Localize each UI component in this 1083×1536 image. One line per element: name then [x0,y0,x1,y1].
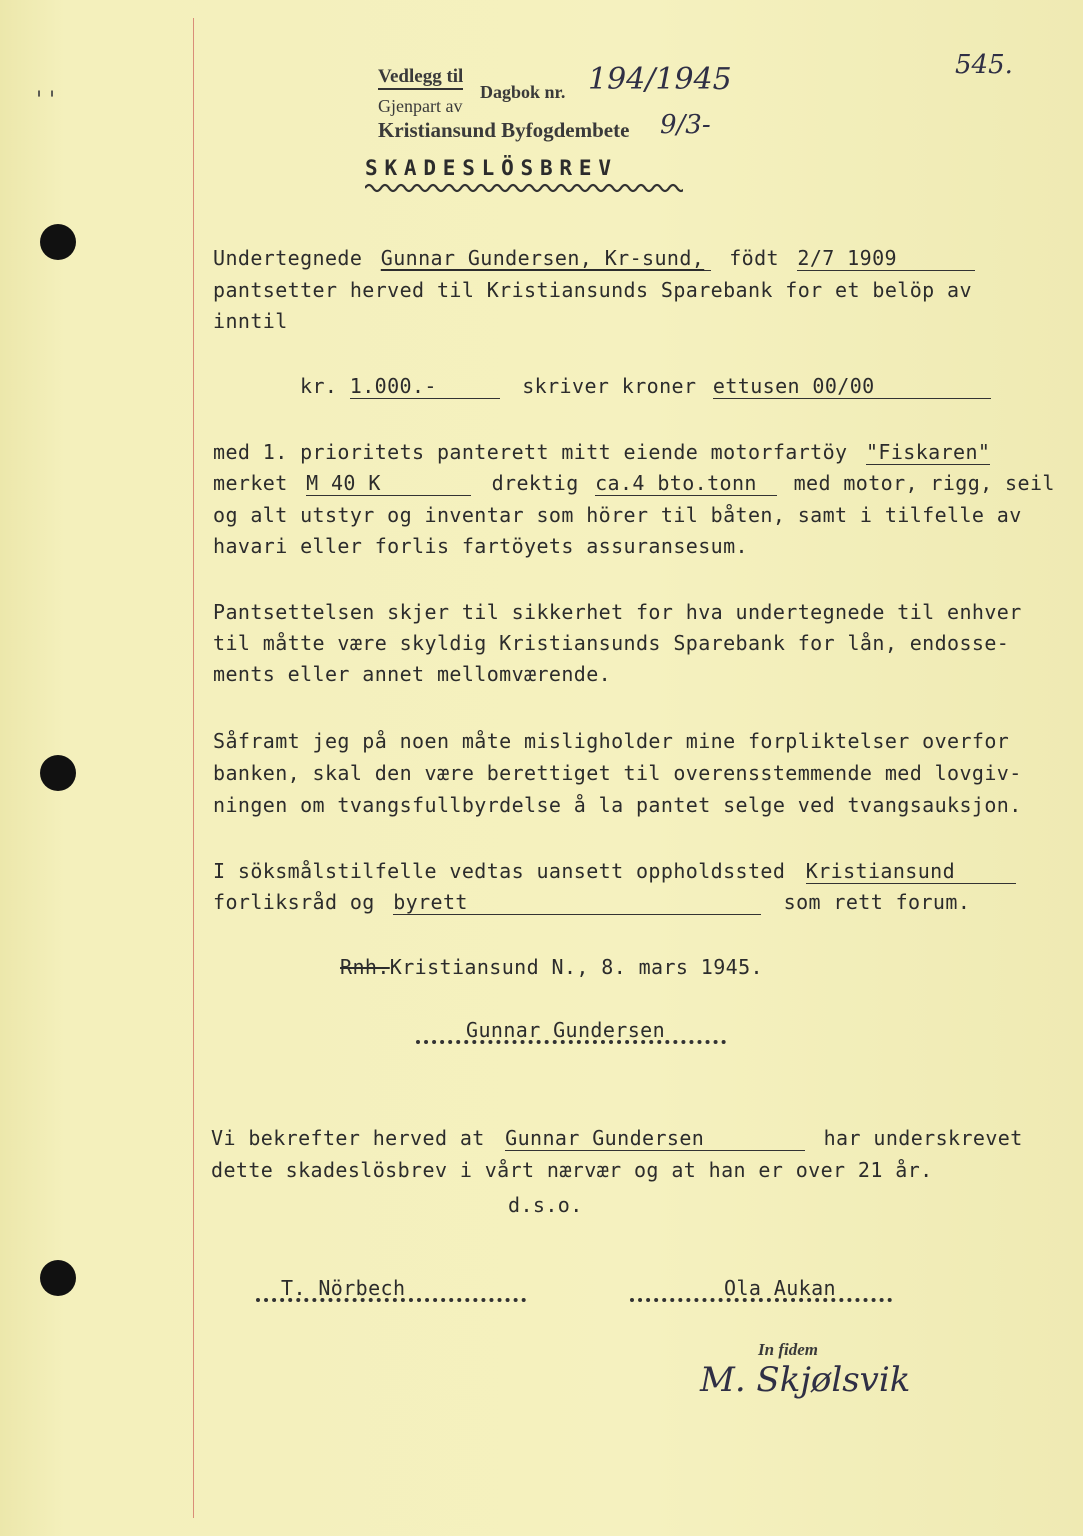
paragraph-3-line-2: til måtte være skyldig Kristiansunds Sparebank for lån, endosse- [213,631,1010,655]
words-label: skriver kroner [522,374,697,398]
dateline [340,955,763,979]
witness-line-1-suffix: har underskrevet [823,1126,1023,1150]
gjenpart-label: Gjenpart av [378,96,463,116]
dateline-strike: Rnh. [340,955,390,979]
merket-label: merket [213,471,288,495]
forum-place: Kristiansund [806,859,1016,884]
amount-line [300,374,991,399]
title-underline [365,182,683,194]
dagbok-value: 194/1945 [588,62,732,97]
official-signature: M. Skjølsvik [700,1360,911,1400]
drektig-label: drektig [491,471,579,495]
paragraph-2-line-1 [213,440,990,465]
paragraph-2-line-2-suffix: med motor, rigg, seil [793,471,1055,495]
kr-label: kr. [300,374,338,398]
born-label: födt [729,246,779,270]
paragraph-4-line-2: banken, skal den være berettiget til overensstemmende med lovgiv- [213,761,1022,785]
drektig-value: ca.4 bto.tonn [595,471,777,496]
witness-line-2: dette skadeslösbrev i vårt nærvær og at han er over 21 år. [211,1158,933,1182]
office-name: Kristiansund Byfogdembete [378,118,630,142]
debtor-name: Gunnar Gundersen, Kr-sund, [381,246,711,271]
witness-1-dotted-line [256,1298,526,1306]
forliksrad-label: forliksråd og [213,890,375,914]
paragraph-4-line-1: Såframt jeg på noen måte misligholder mine forpliktelser overfor [213,729,1010,753]
paragraph-4-line-3: ningen om tvangsfullbyrdelse å la pantet selge ved tvangsauksjon. [213,793,1022,817]
paragraph-2-line-1-text: med 1. prioritets panterett mitt eiende motorfartöy [213,440,848,464]
witness-line-3: d.s.o. [508,1193,583,1217]
margin-marks: ' ' [36,88,56,113]
paragraph-5-line-1 [213,859,1016,884]
dagbok-label: Dagbok nr. [480,82,566,102]
paragraph-3-line-3: ments eller annet mellomværende. [213,662,612,686]
merket-value: M 40 K [306,471,471,496]
punch-hole-icon [40,755,76,791]
vessel-name: "Fiskaren" [865,440,991,464]
witness-1-name: T. Nörbech [281,1276,406,1300]
paragraph-5-line-2 [213,890,970,915]
court-name: byrett [393,890,761,915]
born-date: 2/7 1909 [797,246,975,271]
kr-value: 1.000.- [350,374,500,399]
dateline-text: Kristiansund N., 8. mars 1945. [389,955,763,979]
punch-hole-icon [40,1260,76,1296]
signer-dotted-line [416,1040,726,1048]
paragraph-1-line-3: inntil [213,309,288,333]
paragraph-3-line-1: Pantsettelsen skjer til sikkerhet for hva undertegnede til enhver [213,600,1022,624]
vedlegg-label: Vedlegg til [378,66,463,90]
in-fidem-stamp: In fidem [758,1340,818,1359]
witness-line-1 [211,1126,1023,1151]
page-number: 545. [955,50,1013,80]
paragraph-5-line-1-text: I söksmålstilfelle vedtas uansett oppholdssted [213,859,786,883]
witness-subject-name: Gunnar Gundersen [505,1126,805,1151]
paragraph-1-line-2: pantsetter herved til Kristiansunds Sparebank for et belöp av [213,278,972,302]
punch-hole-icon [40,224,76,260]
margin-line [193,18,194,1518]
undertegnede-label: Undertegnede [213,246,363,270]
paragraph-2-line-2 [213,471,1055,496]
date-handwritten: 9/3- [660,110,711,140]
witness-2-name: Ola Aukan [724,1276,836,1300]
witness-2-dotted-line [630,1298,892,1306]
paragraph-1-line-1 [213,246,975,271]
signer-name: Gunnar Gundersen [466,1018,666,1042]
paragraph-2-line-4: havari eller forlis fartöyets assuransesum. [213,534,748,558]
witness-line-1-prefix: Vi bekrefter herved at [211,1126,485,1150]
words-value: ettusen 00/00 [713,374,991,399]
paragraph-2-line-3: og alt utstyr og inventar som hörer til båten, samt i tilfelle av [213,503,1022,527]
paragraph-5-line-2-suffix: som rett forum. [783,890,971,914]
document-title: SKADESLÖSBREV [365,156,618,180]
